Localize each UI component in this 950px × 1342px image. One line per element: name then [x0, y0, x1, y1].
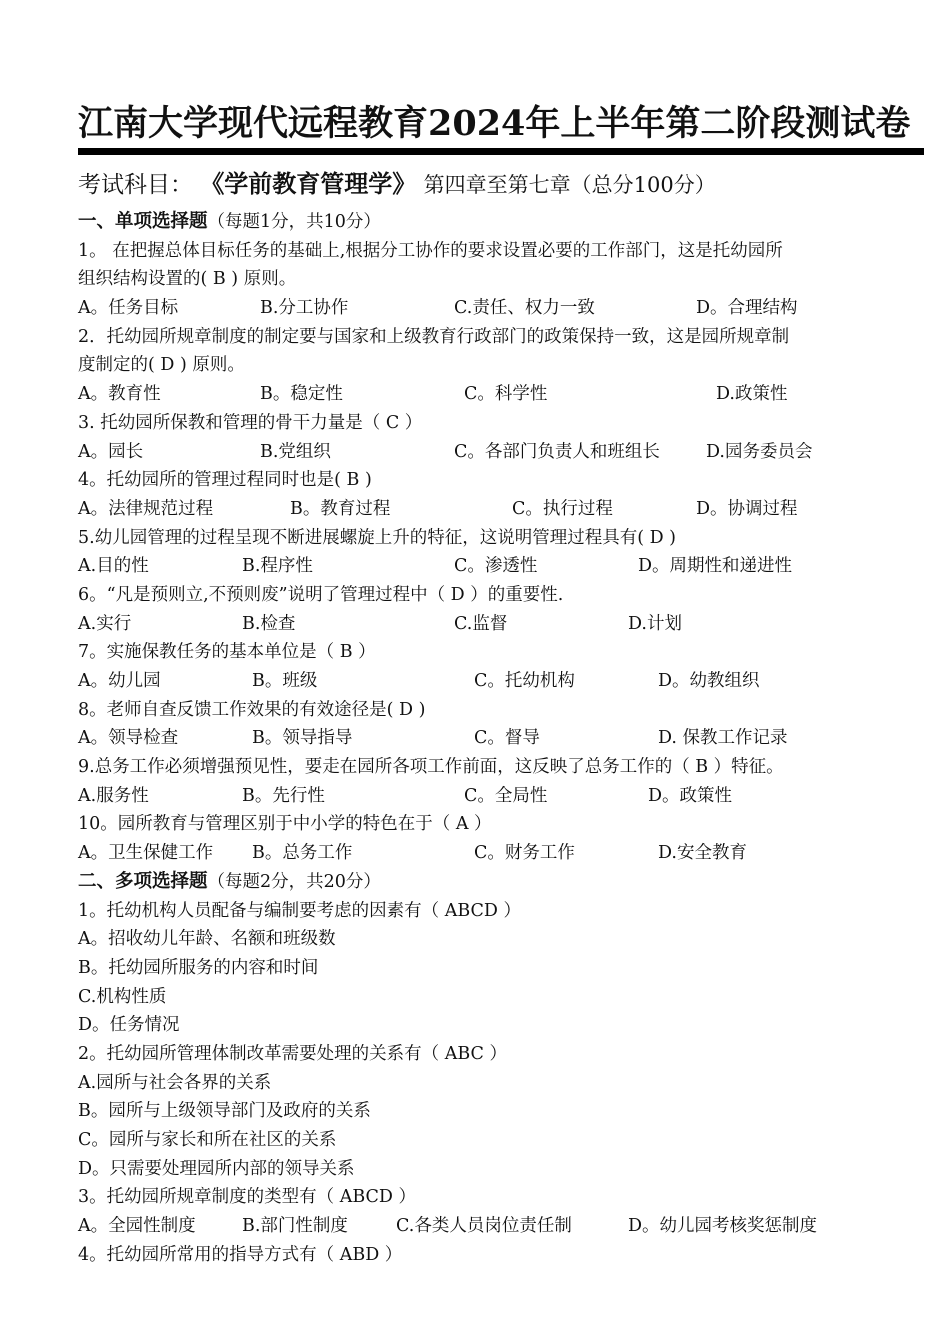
option: C.监督 — [454, 613, 508, 634]
option: A.园所与社会各界的关系 — [78, 1072, 272, 1093]
option: A。任务目标 — [78, 298, 179, 319]
option-row — [78, 839, 938, 868]
option: B.分工协作 — [260, 298, 349, 319]
option: D。幼教组织 — [658, 671, 760, 691]
option: B。园所与上级领导部门及政府的关系 — [78, 1101, 371, 1122]
option-row — [78, 1212, 938, 1241]
question-text: 4。托幼园所常用的指导方式有（ ABD ） — [78, 1244, 403, 1265]
option: B。领导指导 — [252, 728, 353, 749]
option: C。渗透性 — [454, 556, 538, 577]
option: C。园所与家长和所在社区的关系 — [78, 1130, 337, 1150]
option: D。协调过程 — [696, 498, 798, 519]
option: D.安全教育 — [658, 843, 747, 864]
option-row — [78, 724, 938, 753]
question-text: 5.幼儿园管理的过程呈现不断进展螺旋上升的特征，这说明管理过程具有( D ) — [78, 527, 677, 548]
option: A.目的性 — [78, 556, 149, 577]
option: A。卫生保健工作 — [78, 843, 214, 864]
question-text: 1。托幼机构人员配备与编制要考虑的因素有（ ABCD ） — [78, 900, 522, 921]
option: D。周期性和递进性 — [638, 556, 793, 577]
question-text: 4。托幼园所的管理过程同时也是( B ) — [78, 470, 372, 491]
option: A。法律规范过程 — [78, 498, 214, 519]
subject-scope: 第四章至第七章（总分100分） — [423, 173, 716, 197]
option: A.实行 — [78, 613, 132, 634]
question-text: 2。托幼园所管理体制改革需要处理的关系有（ ABC ） — [78, 1043, 507, 1064]
option: C。执行过程 — [512, 498, 613, 519]
subject-label: 考试科目： — [78, 172, 193, 198]
question-text: 7。实施保教任务的基本单位是（ B ） — [78, 642, 376, 663]
option: A。招收幼儿年龄、名额和班级数 — [78, 929, 336, 950]
option-row — [78, 552, 938, 581]
question-text: 组织结构设置的( B ) 原则。 — [78, 269, 297, 290]
option: D。合理结构 — [696, 298, 798, 319]
option: A。全园性制度 — [78, 1216, 196, 1237]
option-row — [78, 667, 938, 696]
option-row — [78, 495, 938, 524]
option-row — [78, 438, 938, 467]
option: A。教育性 — [78, 384, 161, 405]
option: B。教育过程 — [290, 498, 391, 519]
option: D.园务委员会 — [706, 441, 813, 462]
option: B。总务工作 — [252, 843, 353, 864]
option: C。全局性 — [464, 785, 548, 806]
option: B。班级 — [252, 671, 318, 691]
title-rule — [78, 148, 924, 155]
option: D.计划 — [628, 613, 682, 634]
option: C.责任、权力一致 — [454, 298, 595, 319]
option: D。幼儿园考核奖惩制度 — [628, 1216, 818, 1237]
option: D。任务情况 — [78, 1015, 180, 1036]
question-text: 1。 在把握总体目标任务的基础上,根据分工协作的要求设置必要的工作部门，这是托幼园所 — [78, 240, 783, 261]
option: C。财务工作 — [474, 843, 575, 864]
option: B.程序性 — [242, 556, 313, 577]
option-row — [78, 294, 938, 323]
section-heading — [78, 868, 938, 897]
option: A。园长 — [78, 441, 144, 462]
option: B。稳定性 — [260, 384, 343, 405]
question-text: 10。园所教育与管理区别于中小学的特色在于（ A ） — [78, 814, 492, 835]
exam-content — [78, 208, 938, 1269]
exam-subject — [78, 166, 928, 203]
section-title: 一、单项选择题 — [78, 211, 208, 232]
section-note: （每题1分，共10分） — [207, 212, 381, 232]
option: C。科学性 — [464, 384, 548, 405]
option: D。政策性 — [648, 785, 733, 806]
section-note: （每题2分，共20分） — [207, 871, 381, 892]
option: B.部门性制度 — [242, 1216, 348, 1237]
option-row — [78, 380, 938, 409]
option: C。托幼机构 — [474, 671, 575, 691]
option-row — [78, 610, 938, 639]
subject-course: 《学前教育管理学》 — [200, 169, 417, 198]
option: A.服务性 — [78, 785, 149, 806]
section-title: 二、多项选择题 — [78, 870, 208, 892]
option: C。督导 — [474, 728, 540, 749]
option: C。各部门负责人和班组长 — [454, 441, 660, 462]
option: D.政策性 — [716, 384, 788, 405]
question-text: 8。老师自查反馈工作效果的有效途径是( D ) — [78, 699, 426, 720]
option: B.检查 — [242, 613, 296, 634]
question-text: 9.总务工作必须增强预见性，要走在园所各项工作前面，这反映了总务工作的（ B ）特征。 — [78, 757, 784, 778]
option: C.各类人员岗位责任制 — [396, 1216, 572, 1237]
option: A。领导检查 — [78, 728, 179, 749]
option: D. 保教工作记录 — [658, 728, 788, 749]
option: A。幼儿园 — [78, 671, 161, 691]
option: D。只需要处理园所内部的领导关系 — [78, 1158, 355, 1179]
option-row — [78, 782, 938, 811]
exam-title: 江南大学现代远程教育2024年上半年第二阶段测试卷 — [78, 103, 911, 144]
option: C.机构性质 — [78, 986, 167, 1007]
question-text: 6。“凡是预则立,不预则废”说明了管理过程中（ D ）的重要性. — [78, 584, 564, 605]
question-text: 3. 托幼园所保教和管理的骨干力量是（ C ） — [78, 412, 423, 433]
question-text: 2．托幼园所规章制度的制定要与国家和上级教育行政部门的政策保持一致，这是园所规章制 — [78, 326, 790, 347]
question-text: 3。托幼园所规章制度的类型有（ ABCD ） — [78, 1187, 417, 1208]
question-text: 度制定的( D ) 原则。 — [78, 355, 245, 376]
option: B。托幼园所服务的内容和时间 — [78, 957, 319, 978]
option: B。先行性 — [242, 785, 325, 806]
option: B.党组织 — [260, 441, 331, 462]
section-heading — [78, 208, 938, 237]
